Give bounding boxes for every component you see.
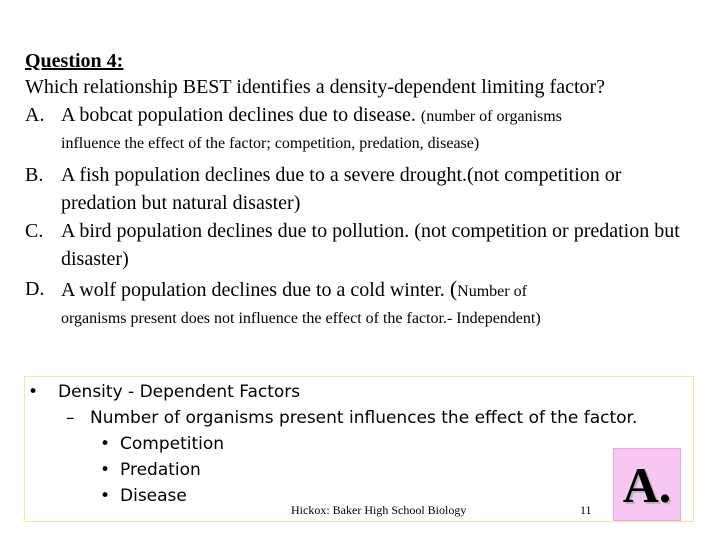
bullet-sub-text: Number of organisms present influences the effect of the factor. xyxy=(90,408,638,428)
option-letter: A. xyxy=(25,104,45,126)
bullet-dot-icon: • xyxy=(100,460,111,480)
option-b xyxy=(25,161,695,217)
bullet-sub xyxy=(66,405,637,431)
option-letter: B. xyxy=(25,164,44,186)
option-letter: D. xyxy=(25,278,45,300)
dash-icon: – xyxy=(66,408,75,428)
option-note-line: organisms present does not influence the effect of the factor.- Independent) xyxy=(61,310,541,327)
bullet-item xyxy=(100,483,187,509)
option-text: A bird population declines due to pollution. (not competition or predation but disaster) xyxy=(61,220,680,270)
answer-badge: A. xyxy=(613,448,681,521)
option-note-line: influence the effect of the factor; competition, predation, disease) xyxy=(61,135,480,152)
page-number: 11 xyxy=(580,503,592,517)
option-d xyxy=(25,275,695,332)
question-title: Question 4: xyxy=(25,50,124,72)
option-note-paren: ( xyxy=(449,276,458,301)
bullet-item-text: Competition xyxy=(120,434,225,454)
option-text: A wolf population declines due to a cold winter. xyxy=(61,279,445,301)
footer-text: Hickox: Baker High School Biology xyxy=(291,503,467,517)
bullet-item xyxy=(100,431,224,457)
bullet-dot-icon: • xyxy=(100,486,111,506)
question-block xyxy=(25,48,695,332)
option-c xyxy=(25,217,695,273)
option-note: Number of xyxy=(457,283,527,300)
bullet-main xyxy=(28,379,300,405)
option-letter: C. xyxy=(25,220,44,242)
question-text: Which relationship BEST identifies a density-dependent limiting factor? xyxy=(25,76,606,98)
bullet-dot-icon: • xyxy=(28,382,39,402)
bullet-main-text: Density - Dependent Factors xyxy=(58,382,301,402)
option-text: A bobcat population declines due to disease. xyxy=(61,104,416,126)
option-note: (number of organisms xyxy=(420,108,562,125)
bullet-item-text: Disease xyxy=(120,486,187,506)
bullet-dot-icon: • xyxy=(100,434,111,454)
bullet-item xyxy=(100,457,201,483)
option-text: A fish population declines due to a severe drought.(not competition or predation but natural disaster) xyxy=(61,164,622,214)
option-a xyxy=(25,101,695,157)
bullet-item-text: Predation xyxy=(120,460,201,480)
